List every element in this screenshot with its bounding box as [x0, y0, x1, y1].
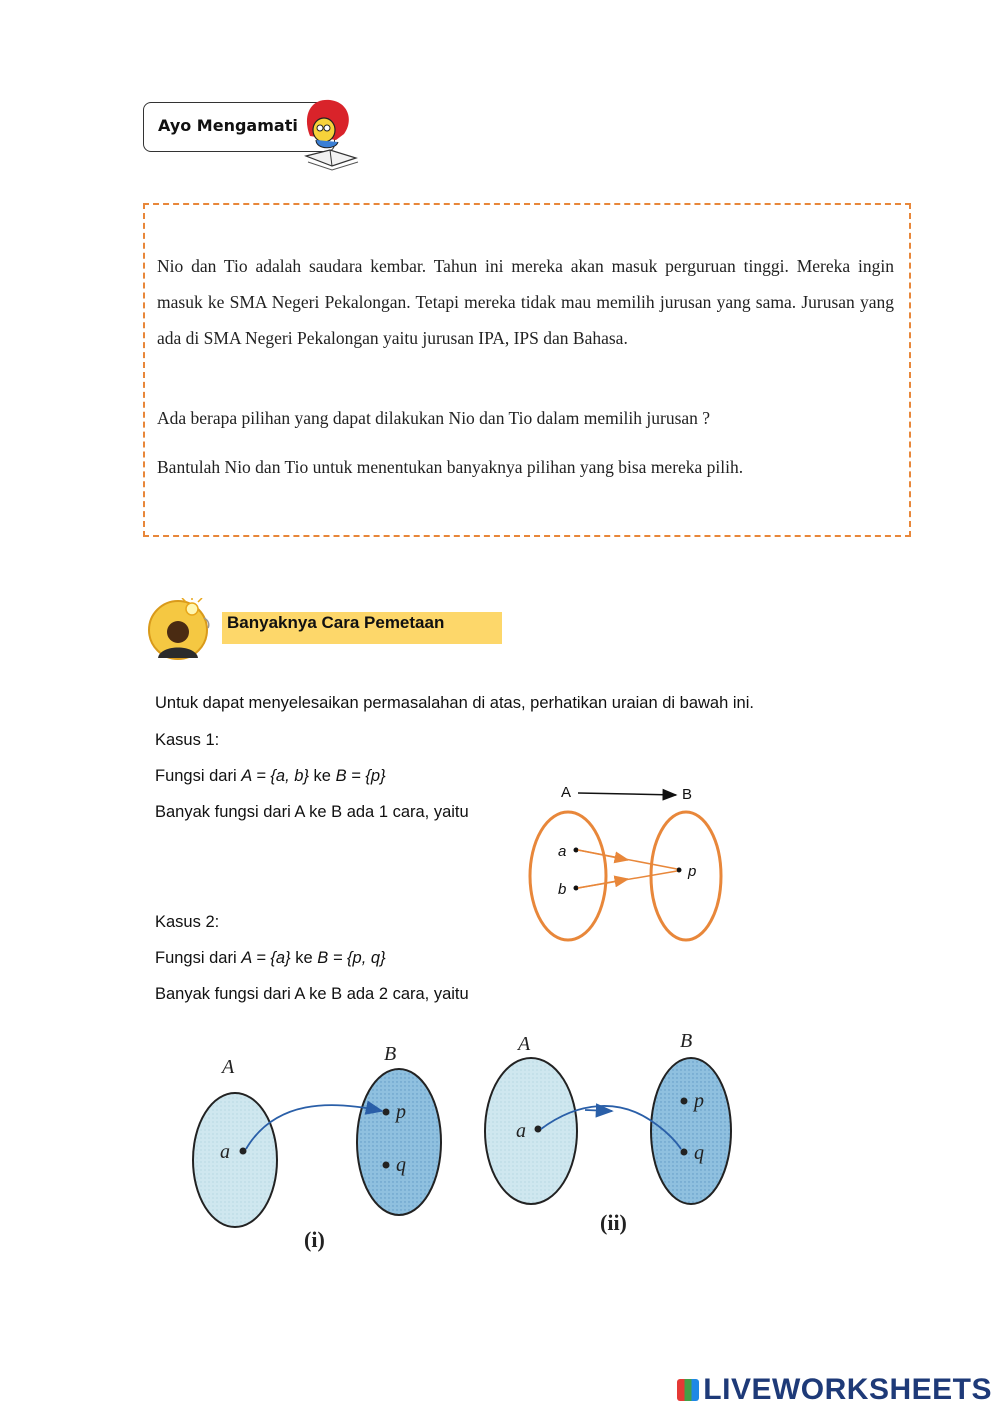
- diagram2ii-elem-a: a: [516, 1120, 526, 1142]
- diagram2i-point-p: [383, 1109, 390, 1116]
- case1-set-b: B = {p}: [335, 767, 386, 785]
- story-paragraph-2: Ada berapa pilihan yang dapat dilakukan Nio dan Tio dalam memilih jurusan ?: [157, 408, 711, 428]
- case2-function: [155, 949, 386, 968]
- diagram2i-elem-p: p: [396, 1101, 406, 1123]
- case2-title: Kasus 2:: [155, 913, 220, 931]
- diagram1-elem-b: b: [558, 881, 567, 898]
- diagram2ii-set-b-ellipse: [651, 1058, 731, 1204]
- case1-fn-prefix: Fungsi dari: [155, 767, 242, 785]
- case2-fn-prefix: Fungsi dari: [155, 949, 242, 967]
- diagram1-top-arrow: [578, 793, 676, 795]
- diagram2i-set-a-ellipse: [193, 1093, 277, 1227]
- diagram1-point-b: [574, 886, 579, 891]
- diagram1-point-p: [677, 868, 682, 873]
- case1-count: Banyak fungsi dari A ke B ada 1 cara, yaitu: [155, 803, 469, 821]
- diagram1-set-b-ellipse: [651, 812, 721, 940]
- diagram2ii-point-p: [681, 1098, 688, 1105]
- liveworksheets-logo-icon: [677, 1379, 699, 1401]
- diagram2ii-set-a-ellipse: [485, 1058, 577, 1204]
- diagram2ii-point-a: [535, 1126, 542, 1133]
- diagram2ii-arrowhead: [585, 1110, 612, 1111]
- mapping-diagram-case2: [180, 1025, 760, 1265]
- diagram2ii-label-b: B: [680, 1030, 693, 1052]
- diagram1-elem-p: p: [688, 863, 697, 880]
- diagram1-set-a-ellipse: [530, 812, 606, 940]
- story-paragraph-1: Nio dan Tio adalah saudara kembar. Tahun ini mereka akan masuk perguruan tinggi. Mereka ingin masuk ke SMA Negeri Pekalongan. Tetapi mereka tidak mau memilih jurusan yang sama. Jurusan yang ada di SMA Negeri Pekalongan yaitu jurusan IPA, IPS dan Bahasa.: [157, 256, 894, 348]
- diagram2ii-elem-p: p: [694, 1090, 704, 1112]
- reading-character-icon: [296, 96, 362, 174]
- section-title: Banyaknya Cara Pemetaan: [227, 613, 445, 632]
- diagram2i-point-q: [383, 1162, 390, 1169]
- diagram1-point-a: [574, 848, 579, 853]
- diagram2ii-label-a: A: [518, 1033, 531, 1055]
- intro-text: Untuk dapat menyelesaikan permasalahan di atas, perhatikan uraian di bawah ini.: [155, 694, 754, 712]
- story-paragraph-3: Bantulah Nio dan Tio untuk menentukan banyaknya pilihan yang bisa mereka pilih.: [157, 457, 744, 477]
- diagram1-label-a: A: [561, 784, 572, 801]
- thinking-student-icon: [146, 598, 216, 660]
- diagram2i-label-b: B: [384, 1043, 397, 1065]
- diagram1-label-b: B: [682, 786, 693, 803]
- liveworksheets-watermark: [677, 1373, 992, 1407]
- case1-title: Kasus 1:: [155, 731, 220, 749]
- diagram2i-set-b-ellipse: [357, 1069, 441, 1215]
- diagram2i-elem-a: a: [220, 1141, 230, 1163]
- liveworksheets-text: LIVEWORKSHEETS: [703, 1373, 992, 1406]
- case1-function: [155, 767, 386, 786]
- case1-set-a: A = {a, b}: [241, 767, 309, 785]
- diagram2i-label-a: A: [222, 1056, 235, 1078]
- diagram2i-caption: (i): [304, 1227, 325, 1252]
- diagram1-elem-a: a: [558, 843, 567, 860]
- diagram2i-elem-q: q: [396, 1154, 406, 1176]
- diagram2ii-elem-q: q: [694, 1142, 704, 1164]
- case2-set-b: B = {p, q}: [317, 949, 386, 967]
- ayo-mengamati-label: Ayo Mengamati: [158, 116, 298, 135]
- mapping-diagram-case1: [520, 775, 740, 950]
- diagram2ii-caption: (ii): [600, 1210, 627, 1235]
- diagram1-arrowhead-b: [578, 879, 628, 888]
- case1-fn-mid: ke: [308, 767, 336, 785]
- case2-fn-mid: ke: [290, 949, 318, 967]
- case2-count: Banyak fungsi dari A ke B ada 2 cara, yaitu: [155, 985, 469, 1003]
- diagram2ii-point-q: [681, 1149, 688, 1156]
- case2-set-a: A = {a}: [241, 949, 291, 967]
